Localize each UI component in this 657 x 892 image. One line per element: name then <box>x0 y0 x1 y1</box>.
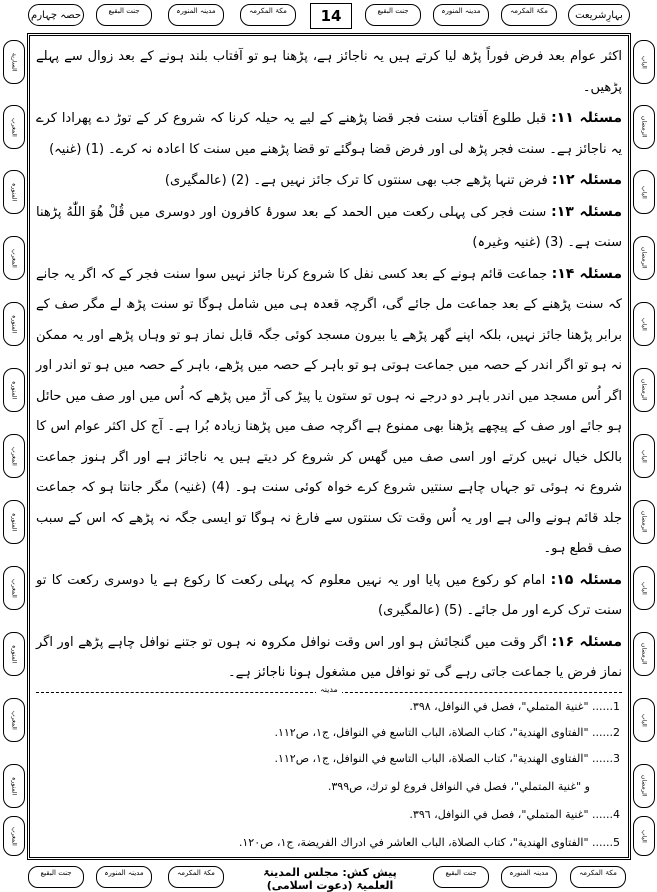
masala-label: مسئلہ ۱۱: <box>551 110 622 126</box>
masala-text: سنت فجر کی پہلی رکعت میں الحمد کے بعد سورۂ کافرون اور دوسری میں قُلْ هُوَ اللّٰهُ پڑھنا سنت ہے۔ (3) (غنیہ وغیرہ) <box>36 204 622 250</box>
masala-label: مسئلہ ۱۲: <box>551 172 622 188</box>
masala-text: جماعت قائم ہونے کے بعد کسی نفل کا شروع کرنا جائز نہیں سوا سنت فجر کے کہ اگر یہ جانے کہ سنت پڑھنے کے بعد جماعت مل جائے گی، اگرچہ قعدہ ہی میں شامل ہوگا تو سنت پڑھ لے مگر صف کے برابر پڑھنا جائز نہیں، بلکہ اپنے گھر پڑھے یا بیرون مسجد کوئی جگہ قابل نماز ہو تو وہاں پڑھے اور یہ ممکن نہ ہو تو اگر اندر کے حصہ میں جماعت ہوتی ہو تو باہر کے حصہ میں پڑھے، باہر کے حصہ میں ہو تو اندر اور اگر اُس مسجد میں اندر باہر دو درجے نہ ہوں تو ستون یا پیڑ کی آڑ میں پڑھے کہ اُس میں اور صف میں حائل ہو جائے اور صف کے پیچھے پڑھنا بھی ممنوع ہے اگرچہ صف میں پڑھنا زیادہ بُرا ہے۔ آج کل اکثر عوام اس کا بالکل خیال نہیں کرتے اور اسی صف میں گھس کر شروع کر دیتے ہیں یہ ناجائز ہے اور اگر ہنوز جماعت شروع نہ ہوئی تو جہاں چاہے سنتیں شروع کرے خواہ کوئی سنت ہو۔ (4) (غنیہ) مگر جانتا ہو کہ جماعت جلد قائم ہونے والی ہے اور یہ اُس وقت تک سنتوں سے فارغ نہ ہوگا تو ایسی جگہ نہ پڑھے کہ اس کے سبب صف قطع ہو۔ <box>36 266 622 556</box>
footnote-number: 4 <box>613 808 620 821</box>
footnote: 5...... "الفتاوى الهندية"، كتاب الصلاة، الباب العاشر في ادراك الفريضة، ج١، ص١٢٠. <box>238 836 620 849</box>
footnote: 1...... "غنية المتملي"، فصل في النوافل، ٣٩٨. <box>409 700 620 713</box>
side-tab-right[interactable]: الباب <box>633 434 655 478</box>
side-tab-left[interactable]: المغرب <box>3 105 25 149</box>
separator-label: مدینہ <box>316 685 342 694</box>
side-tab-right[interactable]: الباب <box>633 40 655 84</box>
side-tab-left[interactable]: المنورہ <box>3 368 25 412</box>
footnote-text: "الفتاوى الهندية"، كتاب الصلاة، الباب التاسع في النوافل، ج١، ص١١٢. <box>274 726 589 739</box>
side-tab-left[interactable]: المغرب <box>3 236 25 280</box>
masala-text: اگر وقت میں گنجائش ہو اور اس وقت نوافل مکروہ نہ ہوں تو جتنے نوافل چاہے پڑھے اور اگر نماز فرض یا جماعت جاتی رہے گی تو نوافل میں مشغول ہونا ناجائز ہے۔ <box>36 634 622 680</box>
masala-text: فرض تنہا پڑھے جب بھی سنتوں کا ترک جائز نہیں ہے۔ (2) (عالمگیری) <box>164 173 548 188</box>
footnote-text: و "غنية المتملي"، فصل في النوافل فروع لو ترك، ص٣٩٩. <box>327 780 590 793</box>
masala-label: مسئلہ ۱۳: <box>551 203 622 220</box>
masala-12 <box>36 165 622 197</box>
footnote: 2...... "الفتاوى الهندية"، كتاب الصلاة، الباب التاسع في النوافل، ج١، ص١١٢. <box>274 726 620 739</box>
side-tab-left[interactable]: المنورہ <box>3 302 25 346</box>
footnote-number: 2 <box>613 726 620 739</box>
side-tab-right[interactable]: الرمضان <box>633 368 655 412</box>
side-tab-right[interactable]: الباب <box>633 698 655 742</box>
page-number: 14 <box>310 3 352 29</box>
side-tab-left[interactable]: المنورہ <box>3 500 25 544</box>
side-tab-right[interactable]: الرمضان <box>633 500 655 544</box>
footnote-text: "الفتاوى الهندية"، كتاب الصلاة، الباب العاشر في ادراك الفريضة، ج١، ص١٢٠. <box>238 836 589 849</box>
masala-label: مسئلہ ۱۵: <box>550 571 622 588</box>
nav-pill[interactable]: مکۃ المکرمہ <box>168 866 224 888</box>
masala-text: قبل طلوع آفتاب سنت فجر قضا پڑھنے کے لیے یہ حیلہ کرنا کہ شروع کر کے توڑ دے پھرادا کرے یہ ناجائز ہے۔ سنت فجر پڑھ لی اور فرض قضا ہوگئے تو قضا پڑھنے میں سنت کا اعادہ نہ کرے۔ (1) (غنیہ) <box>36 111 622 157</box>
side-tab-right[interactable]: الرمضان <box>633 105 655 149</box>
side-tab-left[interactable]: المغرب <box>3 566 25 610</box>
footnote-number: 5 <box>613 836 620 849</box>
side-tab-right[interactable]: الرمضان <box>633 764 655 808</box>
footnote-number: 1 <box>613 700 620 713</box>
side-tab-left[interactable]: المنورہ <box>3 170 25 214</box>
side-tab-right[interactable]: الباب <box>633 302 655 346</box>
footnote <box>38 780 620 793</box>
footnote-number: 3 <box>613 752 620 765</box>
side-tab-left[interactable]: المنورہ <box>3 632 25 676</box>
nav-pill[interactable]: جنت البقیع <box>365 4 421 26</box>
part-label: حصہ چہارم <box>28 4 84 26</box>
side-tab-right[interactable]: الباب <box>633 170 655 214</box>
main-text <box>36 42 622 689</box>
masala-11 <box>36 103 622 165</box>
nav-pill[interactable]: جنت البقیع <box>96 4 152 26</box>
nav-pill[interactable]: جنت البقیع <box>28 866 84 888</box>
footnote-text: "الفتاوى الهندية"، كتاب الصلاة، الباب التاسع في النوافل، ج١، ص١١٢. <box>274 752 589 765</box>
masala-label: مسئلہ ۱۴: <box>551 265 622 282</box>
side-tab-right[interactable]: الرمضان <box>633 236 655 280</box>
nav-pill[interactable]: مکۃ المکرمہ <box>501 4 557 26</box>
masala-15 <box>36 565 622 627</box>
publisher-credit: پیش کش: مجلس المدینۃ العلمیۃ (دعوت اسلامی) <box>263 866 397 892</box>
footnote: 4...... "غنية المتملي"، فصل في النوافل، ٣٩٦. <box>409 808 620 821</box>
nav-pill[interactable]: مدینہ المنورہ <box>501 866 557 888</box>
nav-pill[interactable]: مدینہ المنورہ <box>96 866 152 888</box>
nav-pill[interactable]: مدینہ المنورہ <box>433 4 489 26</box>
side-tab-right[interactable]: الباب <box>633 816 655 856</box>
footnote-text: "غنية المتملي"، فصل في النوافل، ٣٩٨. <box>409 700 589 713</box>
side-tab-left[interactable]: الساریة <box>3 40 25 84</box>
side-tab-left[interactable]: المغرب <box>3 434 25 478</box>
side-tab-right[interactable]: الرمضان <box>633 632 655 676</box>
side-tab-right[interactable]: الباب <box>633 566 655 610</box>
nav-pill[interactable]: مکۃ المکرمہ <box>570 866 626 888</box>
masala-text: امام کو رکوع میں پایا اور یہ نہیں معلوم کہ پہلی رکعت کا رکوع ہے یا دوسری رکعت کا تو سنت ترک کرے اور مل جائے۔ (5) (عالمگیری) <box>36 572 622 618</box>
masala-14 <box>36 259 622 565</box>
book-title: بہارِشریعت <box>568 4 630 26</box>
intro-paragraph: اکثر عوام بعد فرض فوراً پڑھ لیا کرتے ہیں یہ ناجائز ہے، پڑھنا ہو تو آفتاب بلند ہونے کے بعد زوال سے پہلے پڑھیں۔ <box>36 49 622 95</box>
nav-pill[interactable]: مکۃ المکرمہ <box>240 4 296 26</box>
footnote-text: "غنية المتملي"، فصل في النوافل، ٣٩٦. <box>409 808 589 821</box>
side-tab-left[interactable]: المغرب <box>3 816 25 856</box>
masala-16 <box>36 627 622 689</box>
masala-label: مسئلہ ۱۶: <box>551 633 622 650</box>
nav-pill[interactable]: مدینہ المنورہ <box>168 4 224 26</box>
footnote: 3...... "الفتاوى الهندية"، كتاب الصلاة، الباب التاسع في النوافل، ج١، ص١١٢. <box>274 752 620 765</box>
side-tab-left[interactable]: المغرب <box>3 698 25 742</box>
side-tab-left[interactable]: المنورہ <box>3 764 25 808</box>
masala-13 <box>36 197 622 259</box>
nav-pill[interactable]: جنت البقیع <box>433 866 489 888</box>
